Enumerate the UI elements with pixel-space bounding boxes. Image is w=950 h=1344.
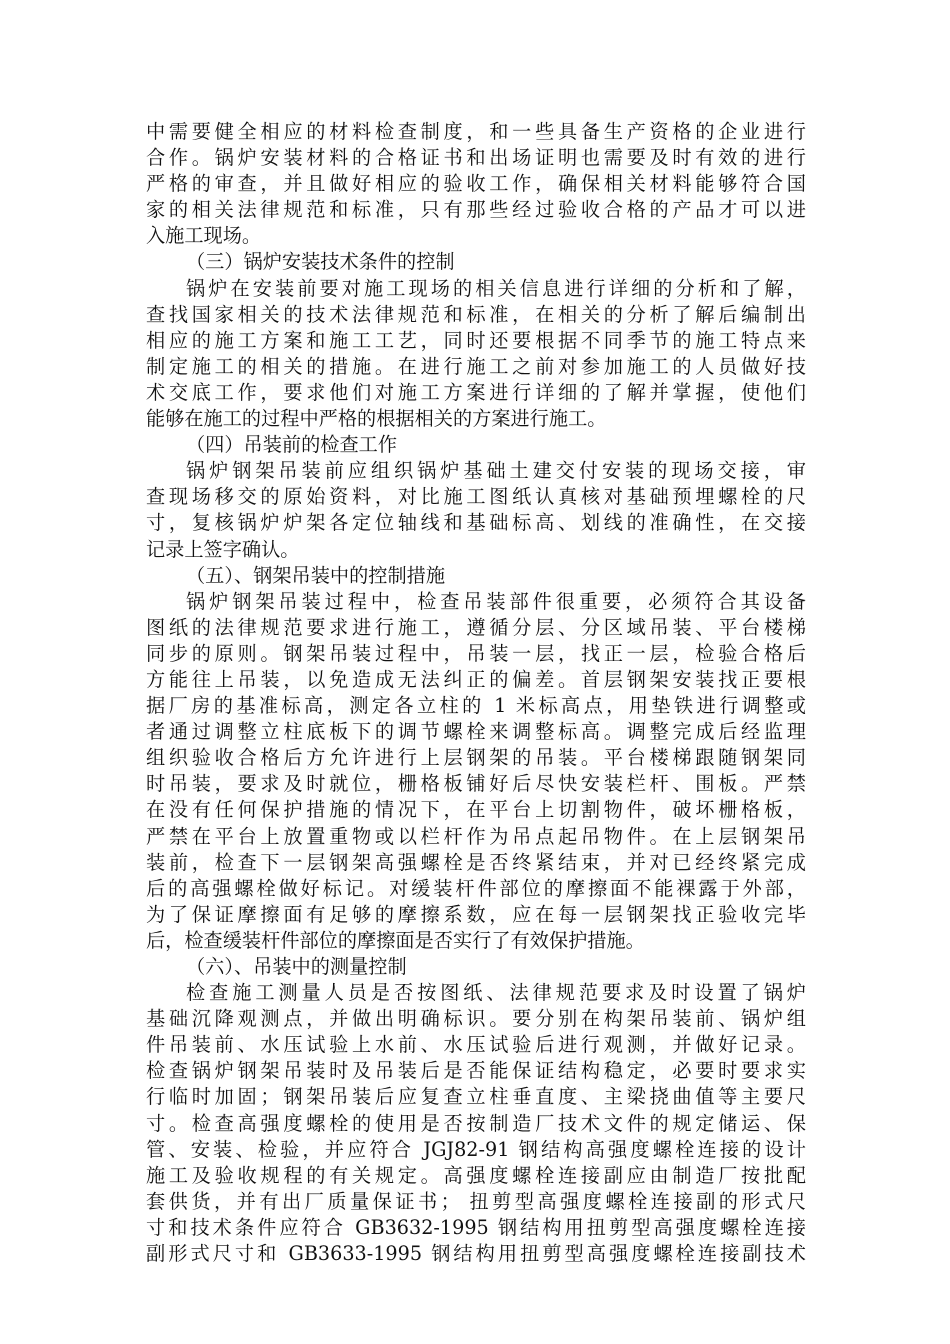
- text-line: 后的高强螺栓做好标记。对缓装杆件部位的摩擦面不能裸露于外部，: [146, 876, 806, 900]
- text-line: 同步的原则。钢架吊装过程中，吊装一层，找正一层，检验合格后: [146, 641, 806, 665]
- text-line: 组织验收合格后方允许进行上层钢架的吊装。平台楼梯跟随钢架同: [146, 746, 806, 770]
- text-line: 者通过调整立柱底板下的调节螺栓来调整标高。调整完成后经监理: [146, 720, 806, 744]
- text-line: 据厂房的基准标高，测定各立柱的 1 米标高点，用垫铁进行调整或: [146, 694, 806, 718]
- text-line: 方能往上吊装，以免造成无法纠正的偏差。首层钢架安装找正要根: [146, 667, 806, 691]
- text-line: 严格的审查，并且做好相应的验收工作，确保相关材料能够符合国: [146, 172, 806, 196]
- text-line: 中需要健全相应的材料检查制度，和一些具备生产资格的企业进行: [146, 120, 806, 143]
- section-heading: （五）、钢架吊装中的控制措施: [186, 563, 446, 587]
- text-line: 合作。锅炉安装材料的合格证书和出场证明也需要及时有效的进行: [146, 146, 806, 170]
- section-heading: （四）吊装前的检查工作: [186, 433, 398, 457]
- text-line: 在没有任何保护措施的情况下，在平台上切割物件，破坏栅格板，: [146, 798, 806, 822]
- text-line: 制定施工的相关的措施。在进行施工之前对参加施工的人员做好技: [146, 354, 806, 378]
- text-line: 能够在施工的过程中严格的根据相关的方案进行施工。: [146, 407, 607, 431]
- text-line: 装前，检查下一层钢架高强螺栓是否终紧结束，并对已经终紧完成: [146, 850, 806, 874]
- section-heading: （三）锅炉安装技术条件的控制: [186, 250, 455, 274]
- text-line: 时吊装，要求及时就位，栅格板铺好后尽快安装栏杆、围板。严禁: [146, 772, 806, 796]
- text-line: 寸。检查高强度螺栓的使用是否按制造厂技术文件的规定储运、保: [146, 1111, 806, 1135]
- text-line: 寸和技术条件应符合 GB3632-1995 钢结构用扭剪型高强度螺栓连接: [146, 1215, 806, 1239]
- text-line: 严禁在平台上放置重物或以栏杆作为吊点起吊物件。在上层钢架吊: [146, 824, 806, 848]
- text-line: 检查锅炉钢架吊装时及吊装后是否能保证结构稳定，必要时要求实: [146, 1059, 806, 1083]
- text-line: 管、安装、检验，并应符合 JGJ82-91 钢结构高强度螺栓连接的设计: [146, 1137, 806, 1161]
- text-line: 锅炉钢架吊装前应组织锅炉基础土建交付安装的现场交接，审: [186, 459, 806, 483]
- document-body: [146, 119, 806, 1267]
- text-line: 术交底工作，要求他们对施工方案进行详细的了解并掌握，使他们: [146, 380, 806, 404]
- section-heading: （六）、吊装中的测量控制: [186, 955, 407, 978]
- text-line: 查现场移交的原始资料，对比施工图纸认真核对基础预埋螺栓的尺: [146, 485, 806, 509]
- text-line: 入施工现场。: [146, 224, 262, 248]
- text-line: 件吊装前、水压试验上水前、水压试验后进行观测，并做好记录。: [146, 1033, 806, 1057]
- text-line: 副形式尺寸和 GB3633-1995 钢结构用扭剪型高强度螺栓连接副技术: [146, 1242, 806, 1266]
- text-line: 相应的施工方案和施工工艺，同时还要根据不同季节的施工特点来: [146, 328, 806, 352]
- text-line: 锅炉在安装前要对施工现场的相关信息进行详细的分析和了解，: [186, 276, 806, 300]
- text-line: 基础沉降观测点，并做出明确标识。要分别在构架吊装前、锅炉组: [146, 1007, 806, 1031]
- text-line: 记录上签字确认。: [146, 537, 300, 561]
- text-line: 行临时加固；钢架吊装后应复查立柱垂直度、主梁挠曲值等主要尺: [146, 1085, 806, 1109]
- text-line: 锅炉钢架吊装过程中，检查吊装部件很重要，必须符合其设备: [186, 589, 806, 613]
- text-line: 查找国家相关的技术法律规范和标准，在相关的分析了解后编制出: [146, 302, 806, 326]
- text-line: 套供货，并有出厂质量保证书； 扭剪型高强度螺栓连接副的形式尺: [146, 1189, 806, 1213]
- text-line: 施工及验收规程的有关规定。高强度螺栓连接副应由制造厂按批配: [146, 1163, 806, 1187]
- text-line: 为了保证摩擦面有足够的摩擦系数，应在每一层钢架找正验收完毕: [146, 902, 806, 926]
- text-line: 检查施工测量人员是否按图纸、法律规范要求及时设置了锅炉: [186, 981, 806, 1005]
- text-line: 后，检查缓装杆件部位的摩擦面是否实行了有效保护措施。: [146, 928, 645, 952]
- text-line: 寸，复核锅炉炉架各定位轴线和基础标高、划线的准确性，在交接: [146, 511, 806, 535]
- text-line: 图纸的法律规范要求进行施工，遵循分层、分区域吊装、平台楼梯: [146, 615, 806, 639]
- text-line: 家的相关法律规范和标准，只有那些经过验收合格的产品才可以进: [146, 198, 806, 222]
